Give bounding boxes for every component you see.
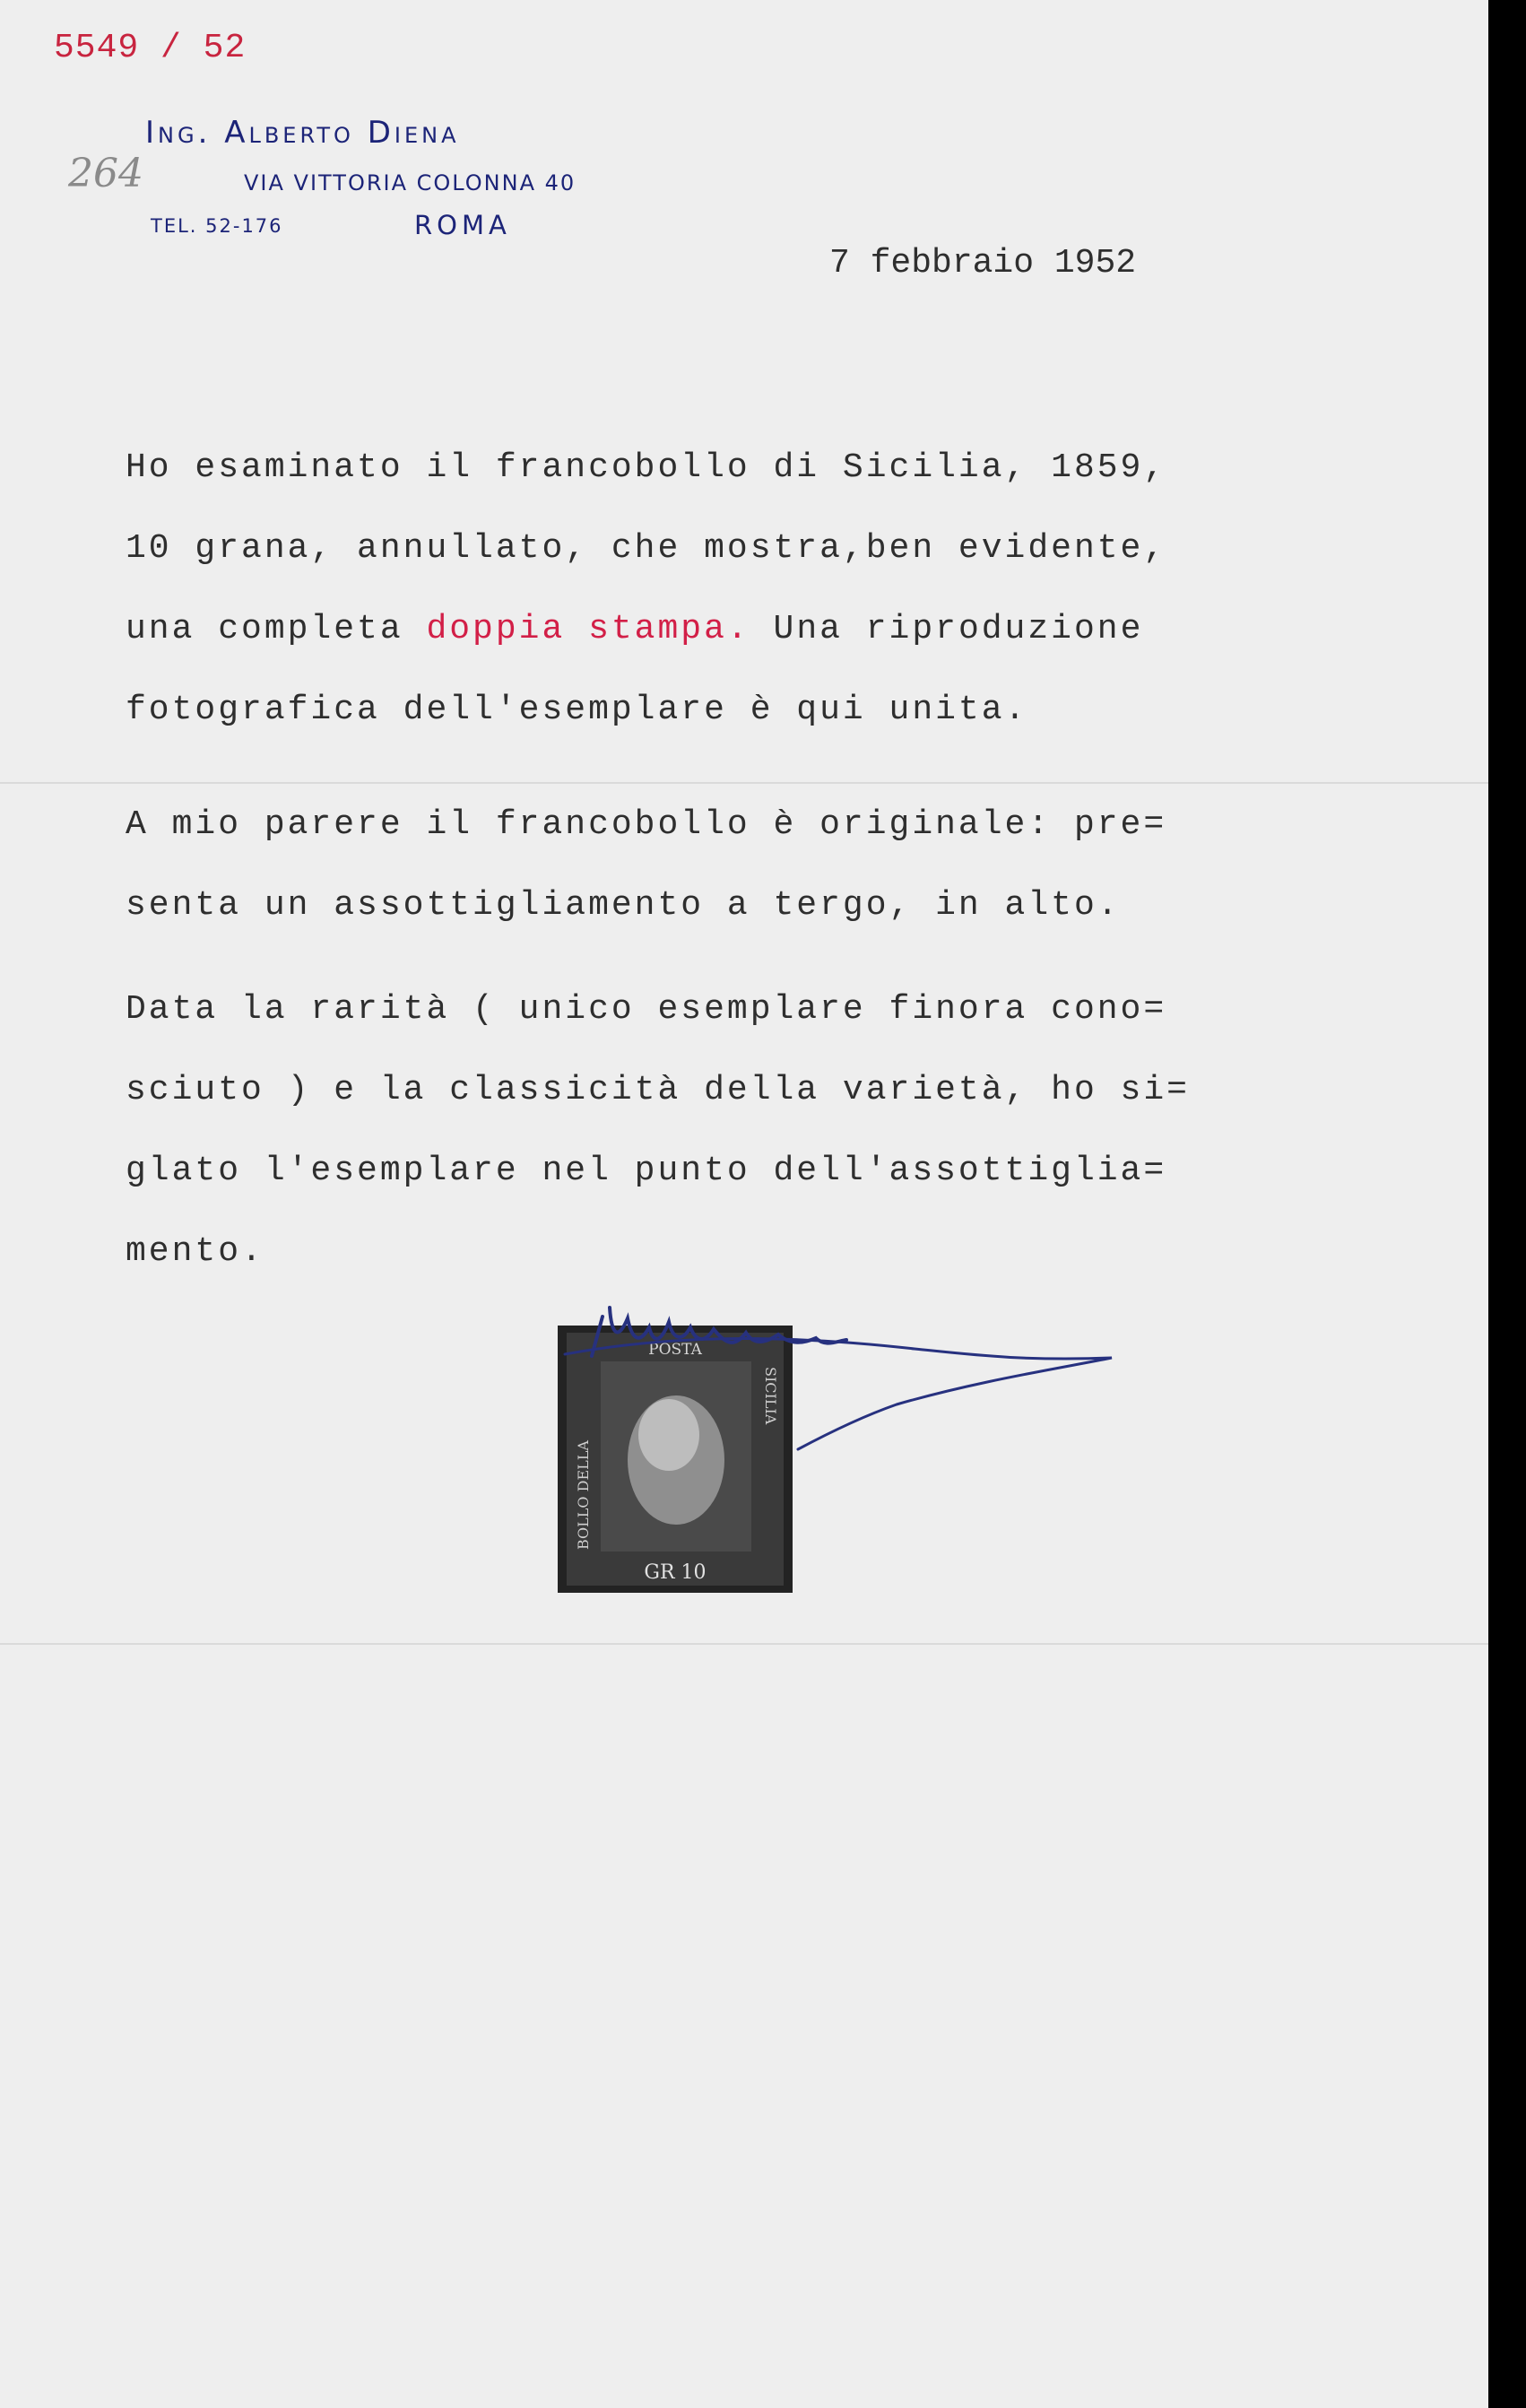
body-line <box>126 805 1166 844</box>
letterhead-telephone: TEL. 52-176 <box>151 215 283 237</box>
body-text: senta un assottigliamento a tergo, in alto. <box>126 886 1121 925</box>
body-text: una completa <box>126 610 427 648</box>
signature <box>556 1282 1130 1480</box>
stamp-value-text: GR 10 <box>644 1561 707 1584</box>
body-text: Data la rarità ( unico esemplare finora cono= <box>126 990 1167 1029</box>
fold-line <box>0 1643 1488 1645</box>
letterhead-city: ROMA <box>414 210 511 240</box>
body-text: mento. <box>126 1232 264 1271</box>
body-line <box>126 448 1166 487</box>
fold-line <box>0 782 1488 784</box>
body-line <box>126 990 1166 1029</box>
body-line <box>126 529 1166 568</box>
body-line <box>126 610 1143 648</box>
body-line <box>126 886 1121 925</box>
letter-date: 7 febbraio 1952 <box>829 244 1137 283</box>
body-text: A mio parere il francobollo è originale: pre= <box>126 805 1167 844</box>
body-text: fotografica dell'esemplare è qui unita. <box>126 691 1028 729</box>
body-text: glato l'esemplare nel punto dell'assottiglia= <box>126 1152 1167 1190</box>
stamp-top-text: POSTA <box>648 1341 702 1359</box>
body-text: Ho esaminato il francobollo di Sicilia, 1859, <box>126 448 1167 487</box>
pencil-note: 264 <box>68 151 143 196</box>
body-text: 10 grana, annullato, che mostra,ben evidente, <box>126 529 1167 568</box>
stamp-right-text: SICILIA <box>762 1367 779 1425</box>
stamp-left-text: BOLLO DELLA <box>575 1440 592 1550</box>
body-line <box>126 1232 264 1271</box>
body-line <box>126 691 1027 729</box>
body-line <box>126 1152 1166 1190</box>
body-text: Una riproduzione <box>750 610 1144 648</box>
letterhead-name: Ing. Alberto Diena <box>145 115 460 151</box>
letterhead-address: VIA VITTORIA COLONNA 40 <box>244 170 577 196</box>
highlighted-text: doppia stampa. <box>426 610 750 648</box>
reference-number: 5549 / 52 <box>54 29 247 67</box>
body-text: sciuto ) e la classicità della varietà, ho si= <box>126 1071 1190 1109</box>
body-line <box>126 1071 1190 1109</box>
